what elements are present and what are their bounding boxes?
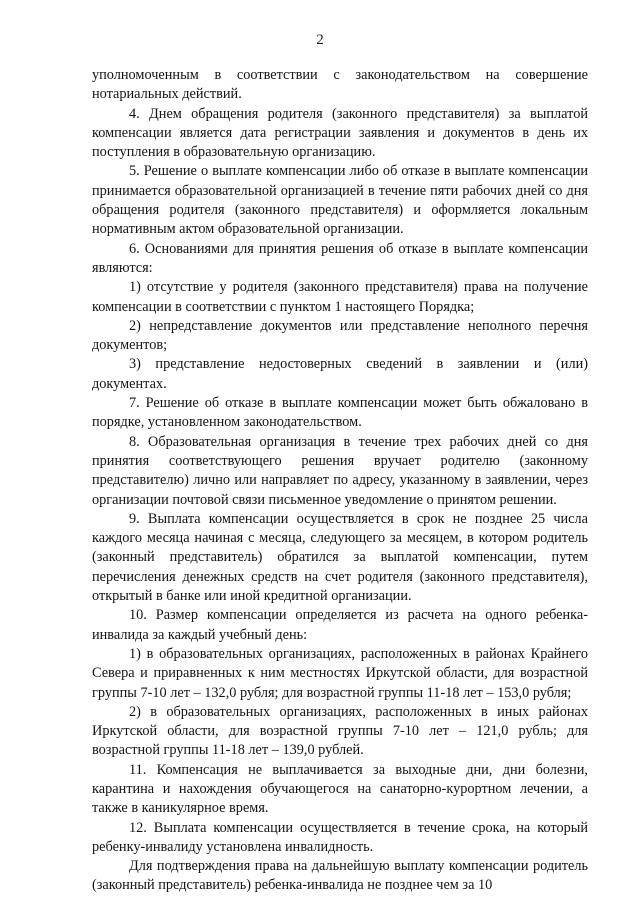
paragraph-item-10-sub-1: 1) в образовательных организациях, расположенных в районах Крайнего Севера и приравненных к ним местностях Иркутской области, для возрастной группы 7-10 лет – 132,0 рубля; для возрастной группы 11-18 лет – 153,0 рубля; — [92, 645, 588, 701]
paragraph-item-6: 6. Основаниями для принятия решения об отказе в выплате компенсации являются: — [92, 240, 588, 276]
paragraph-item-6-sub-1: 1) отсутствие у родителя (законного представителя) права на получение компенсации в соответствии с пунктом 1 настоящего Порядка; — [92, 279, 588, 315]
paragraph-item-12: 12. Выплата компенсации осуществляется в течение срока, на который ребенку-инвалиду установлена инвалидность. — [92, 819, 588, 855]
paragraph-item-10-sub-2: 2) в образовательных организациях, расположенных в иных районах Иркутской области, для возрастной группы 7-10 лет – 121,0 рубль; для возрастной группы 11-18 лет – 139,0 рублей. — [92, 703, 588, 759]
paragraph-item-10: 10. Размер компенсации определяется из расчета на одного ребенка-инвалида за каждый учебный день: — [92, 607, 588, 643]
paragraph-item-6-sub-2: 2) непредставление документов или представление неполного перечня документов; — [92, 317, 588, 354]
paragraph-item-11: 11. Компенсация не выплачивается за выходные дни, дни болезни, карантина и нахождения обучающегося на санаторно-курортном лечении, а также в каникулярное время. — [92, 761, 588, 817]
paragraph-item-8: 8. Образовательная организация в течение трех рабочих дней со дня принятия соответствующего решения вручает родителю (законному представителю) лично или направляет по адресу, указанному в заявлении, через организации почтовой связи письменное уведомление о принятом решении. — [92, 433, 588, 508]
paragraph-item-9: 9. Выплата компенсации осуществляется в срок не позднее 25 числа каждого месяца начиная с месяца, следующего за месяцем, в котором родитель (законный представитель) обратился за выплатой компенсации, путем перечисления денежных средств на счет родителя (законного представителя), открытый в банке или иной кредитной организации. — [92, 510, 588, 605]
paragraph-continuation: уполномоченным в соответствии с законодательством на совершение нотариальных действий. — [92, 67, 588, 103]
paragraph-item-7: 7. Решение об отказе в выплате компенсации может быть обжаловано в порядке, установленном законодательством. — [92, 395, 588, 431]
document-body — [92, 66, 588, 896]
page-number: 2 — [316, 32, 324, 48]
paragraph-item-4: 4. Днем обращения родителя (законного представителя) за выплатой компенсации является дата регистрации заявления и документов в день их поступления в образовательную организацию. — [92, 105, 588, 161]
paragraph-item-6-sub-3: 3) представление недостоверных сведений в заявлении и (или) документах. — [92, 356, 588, 392]
paragraph-item-12-continuation: Для подтверждения права на дальнейшую выплату компенсации родитель (законный представитель) ребенка-инвалида не позднее чем за 10 — [92, 858, 588, 894]
paragraph-item-5: 5. Решение о выплате компенсации либо об отказе в выплате компенсации принимается образовательной организацией в течение пяти рабочих дней со дня обращения родителя (законного представителя) и оформляется локальным нормативным актом образовательной организации. — [92, 163, 588, 238]
